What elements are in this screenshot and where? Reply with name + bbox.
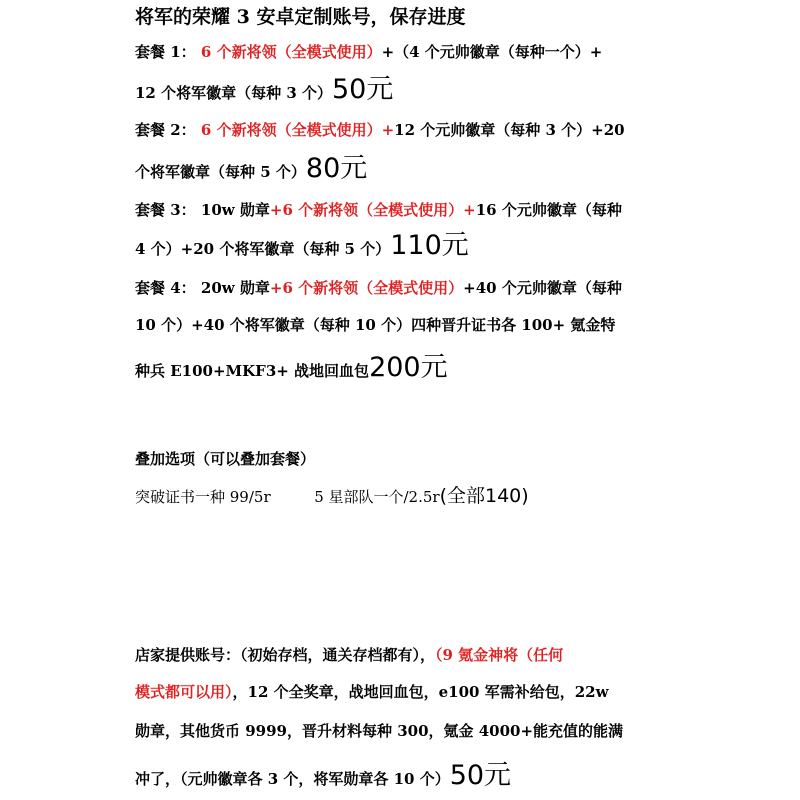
package-1-label: 套餐 1： (135, 43, 196, 61)
addon-item-1: 突破证书一种 99/5r (135, 488, 271, 506)
addon-total: (全部140) (439, 485, 529, 507)
addon-heading-text: 叠加选项（可以叠加套餐） (135, 450, 316, 468)
shop-line-1-text: 店家提供账号：（初始存档，通关存档都有）， (135, 646, 436, 664)
package-2-line-2 (135, 155, 367, 182)
package-1-line-1 (135, 45, 602, 60)
package-4-line-1 (135, 281, 622, 296)
package-4-red-text: +6 个新将领（全模式使用） (269, 279, 464, 297)
shop-line-4-text: 冲了，（元帅徽章各 3 个，将军勋章各 10 个） (135, 770, 450, 788)
package-2-rest-text: 12 个元帅徽章（每种 3 个）+20 (394, 121, 625, 139)
shop-line-2 (135, 685, 608, 700)
shop-line-3-text: 勋章，其他货币 9999，晋升材料每种 300，氪金 4000+能充值的能满 (135, 722, 624, 740)
package-1-rest-text: +（4 个元帅徽章（每种一个）+ (381, 43, 603, 61)
package-4-line-3-text: 种兵 E100+MKF3+ 战地回血包 (135, 362, 370, 380)
package-2-label: 套餐 2： (135, 121, 196, 139)
package-4-price: 200元 (369, 352, 448, 383)
package-3-red-text: +6 个新将领（全模式使用）+ (269, 201, 476, 219)
package-1-price: 50元 (331, 74, 394, 105)
package-4-line-2-text: 10 个）+40 个将军徽章（每种 10 个）四种晋升证书各 100+ 氪金特 (135, 316, 616, 334)
package-3-line-2-text: 4 个）+20 个将军徽章（每种 5 个） (135, 240, 391, 258)
package-2-red-text: 6 个新将领（全模式使用）+ (200, 121, 395, 139)
package-2-line-1 (135, 123, 625, 138)
package-4-label: 套餐 4： (135, 279, 196, 297)
addon-heading (135, 452, 315, 467)
package-3-label: 套餐 3： (135, 201, 196, 219)
package-3-line-1 (135, 203, 622, 218)
package-1-red-text: 6 个新将领（全模式使用） (200, 43, 382, 61)
shop-price: 50元 (449, 760, 512, 791)
package-3-price: 110元 (390, 230, 469, 261)
package-2-line-2-text: 个将军徽章（每种 5 个） (135, 163, 306, 181)
addon-items (135, 487, 529, 506)
shop-line-1-red-text: （9 氪金神将（任何 (435, 646, 564, 664)
page-title (135, 8, 465, 27)
package-1-line-2 (135, 76, 393, 103)
package-2-price: 80元 (305, 153, 368, 184)
package-3-line-2 (135, 232, 469, 259)
title-text: 将军的荣耀 3 安卓定制账号，保存进度 (135, 6, 466, 28)
shop-line-2-text: ，12 个全奖章，战地回血包，e100 军需补给包，22w (232, 683, 609, 701)
package-1-line-2-text: 12 个将军徽章（每种 3 个） (135, 84, 332, 102)
package-4-line-2 (135, 318, 615, 333)
shop-line-1 (135, 648, 563, 663)
package-3-pre-text: 10w 勋章 (200, 201, 270, 219)
shop-line-2-red-text: 模式都可以用） (135, 683, 233, 701)
package-4-rest-text: +40 个元帅徽章（每种 (463, 279, 622, 297)
package-4-line-3 (135, 354, 448, 381)
addon-item-2: 5 星部队一个/2.5r (314, 488, 440, 506)
shop-line-3 (135, 724, 623, 739)
shop-line-4 (135, 762, 511, 789)
package-3-rest-text: 16 个元帅徽章（每种 (475, 201, 622, 219)
package-4-pre-text: 20w 勋章 (200, 279, 270, 297)
